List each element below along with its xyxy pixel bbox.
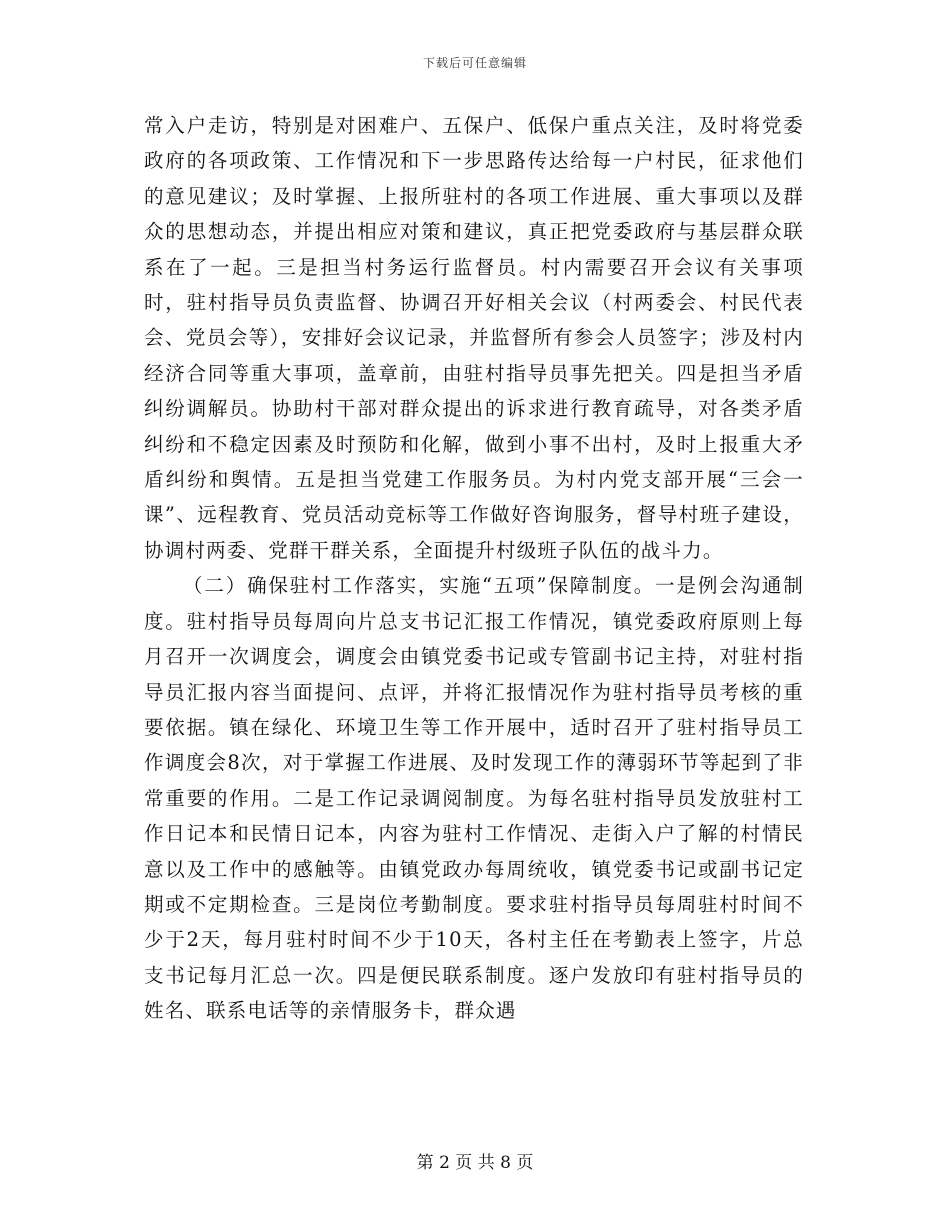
paragraph-2: （二）确保驻村工作落实，实施“五项”保障制度。一是例会沟通制度。驻村指导员每周向片总支书记汇报工作情况，镇党委政府原则上每月召开一次调度会，调度会由镇党委书记或专管副书记主持，对驻村指导员汇报内容当面提问、点评，并将汇报情况作为驻村指导员考核的重要依据。镇在绿化、环境卫生等工作开展中，适时召开了驻村指导员工作调度会8次，对于掌握工作进展、及时发现工作的薄弱环节等起到了非常重要的作用。二是工作记录调阅制度。为每名驻村指导员发放驻村工作日记本和民情日记本，内容为驻村工作情况、走街入户了解的村情民意以及工作中的感触等。由镇党政办每周统收，镇党委书记或副书记定期或不定期检查。三是岗位考勤制度。要求驻村指导员每周驻村时间不少于2天，每月驻村时间不少于10天，各村主任在考勤表上签字，片总支书记每月汇总一次。四是便民联系制度。逐户发放印有驻村指导员的姓名、联系电话等的亲情服务卡，群众遇 (144, 574, 804, 1023)
document-body (144, 108, 804, 1029)
page-header: 下载后可任意编辑 (422, 56, 527, 70)
page-footer (0, 1148, 950, 1173)
paragraph-1: 常入户走访，特别是对困难户、五保户、低保户重点关注，及时将党委政府的各项政策、工作情况和下一步思路传达给每一户村民，征求他们的意见建议；及时掌握、上报所驻村的各项工作进展、重大事项以及群众的思想动态，并提出相应对策和建议，真正把党委政府与基层群众联系在了一起。三是担当村务运行监督员。村内需要召开会议有关事项时，驻村指导员负责监督、协调召开好相关会议（村两委会、村民代表会、党员会等），安排好会议记录，并监督所有参会人员签字；涉及村内经济合同等重大事项，盖章前，由驻村指导员事先把关。四是担当矛盾纠纷调解员。协助村干部对群众提出的诉求进行教育疏导，对各类矛盾纠纷和不稳定因素及时预防和化解，做到小事不出村，及时上报重大矛盾纠纷和舆情。五是担当党建工作服务员。为村内党支部开展“三会一课”、远程教育、党员活动竞标等工作做好咨询服务，督导村班子建设，协调村两委、党群干群关系，全面提升村级班子队伍的战斗力。 (144, 114, 804, 562)
page-number: 第 2 页 共 8 页 (416, 1153, 534, 1173)
